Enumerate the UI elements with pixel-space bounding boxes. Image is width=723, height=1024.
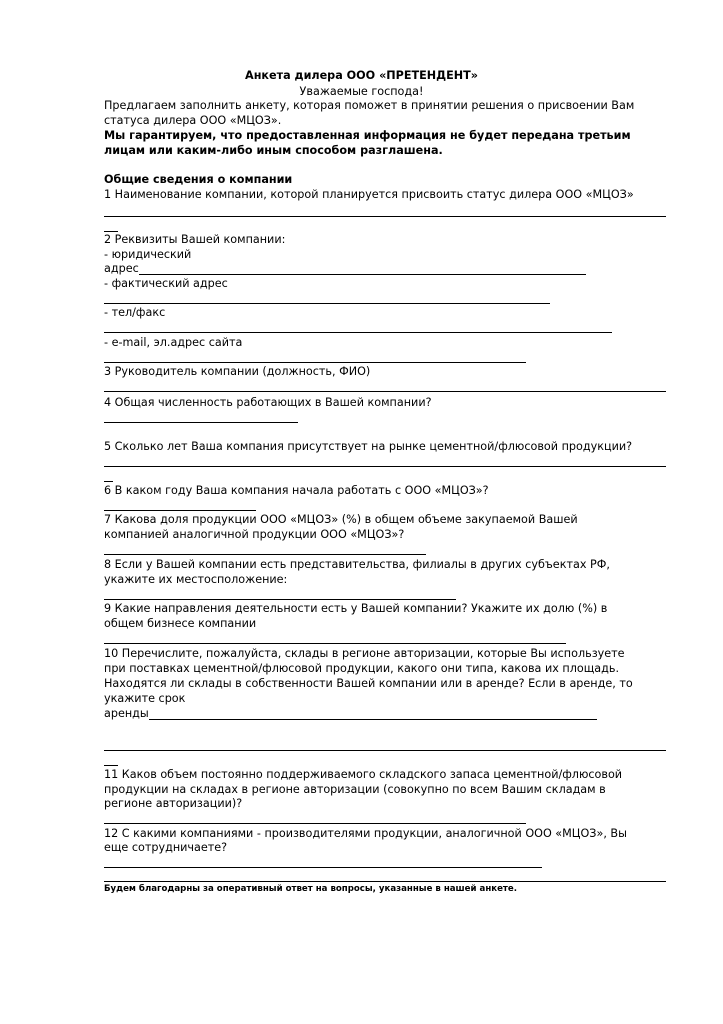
answer-line-q10-cont[interactable]	[104, 765, 118, 766]
answer-line-q3[interactable]	[104, 391, 666, 392]
question-9-line-1: 9 Какие направления деятельности есть у Вашей компании? Укажите их долю (%) в	[104, 602, 608, 615]
question-11-line-2: продукции на складах в регионе авторизации (совокупно по всем Вашим складам в	[104, 783, 606, 796]
answer-line-phone-fax[interactable]	[104, 332, 612, 333]
answer-line-q9[interactable]	[104, 643, 566, 644]
question-10-line-3: Находятся ли склады в собственности Вашей компании или в аренде? Если в аренде, то	[104, 677, 633, 690]
question-2: 2 Реквизиты Вашей компании:	[104, 233, 286, 246]
question-8-line-2: укажите их местосположение:	[104, 573, 288, 586]
phone-fax-label: - тел/факс	[104, 306, 166, 319]
answer-line-q10-rent[interactable]	[149, 719, 597, 720]
answer-line-q12[interactable]	[104, 867, 542, 868]
document-title: Анкета дилера ООО «ПРЕТЕНДЕНТ»	[245, 69, 478, 82]
question-7-line-1: 7 Какова доля продукции ООО «МЦОЗ» (%) в общем объеме закупаемой Вашей	[104, 513, 578, 526]
question-10-line-4: укажите срок	[104, 692, 186, 705]
intro-line-1: Предлагаем заполнить анкету, которая поможет в принятии решения о присвоении Вам	[104, 99, 635, 112]
question-3: 3 Руководитель компании (должность, ФИО)	[104, 365, 371, 378]
question-10-line-1: 10 Перечислите, пожалуйста, склады в регионе авторизации, которые Вы используете	[104, 647, 625, 660]
question-9-line-2: общем бизнесе компании	[104, 617, 257, 630]
closing-note: Будем благодарны за оперативный ответ на вопросы, указанные в нашей анкете.	[104, 884, 517, 894]
answer-line-q6[interactable]	[104, 510, 256, 511]
guarantee-line-2: лицам или каким-либо иным способом разглашена.	[104, 144, 443, 157]
question-7-line-2: компанией аналогичной продукции ООО «МЦОЗ»?	[104, 528, 405, 541]
question-10-line-5: аренды	[104, 707, 149, 720]
answer-line-email[interactable]	[104, 362, 526, 363]
question-8-line-1: 8 Если у Вашей компании есть представительства, филиалы в других субъектах РФ,	[104, 558, 610, 571]
answer-line-q5-cont[interactable]	[104, 481, 113, 482]
intro-line-2: статуса дилера ООО «МЦОЗ».	[104, 114, 282, 127]
answer-line-q8[interactable]	[104, 599, 456, 600]
guarantee-line-1: Мы гарантируем, что предоставленная информация не будет передана третьим	[104, 129, 631, 142]
legal-address-label-b: адрес	[104, 262, 139, 275]
answer-line-q1[interactable]	[104, 216, 666, 217]
question-1: 1 Наименование компании, которой планируется присвоить статус дилера ООО «МЦОЗ»	[104, 188, 634, 201]
answer-line-q7[interactable]	[104, 554, 426, 555]
question-5: 5 Сколько лет Ваша компания присутствует на рынке цементной/флюсовой продукции?	[104, 440, 633, 453]
question-6: 6 В каком году Ваша компания начала работать с ООО «МЦОЗ»?	[104, 484, 489, 497]
greeting: Уважаемые господа!	[299, 85, 424, 98]
answer-line-legal-address[interactable]	[139, 274, 586, 275]
legal-address-label-a: - юридический	[104, 248, 192, 261]
question-11-line-1: 11 Каков объем постоянно поддерживаемого складского запаса цементной/флюсовой	[104, 768, 623, 781]
section-title: Общие сведения о компании	[104, 173, 293, 186]
answer-line-q5[interactable]	[104, 466, 666, 467]
question-11-line-3: регионе авторизации)?	[104, 797, 243, 810]
question-10-line-2: при поставках цементной/флюсовой продукции, какого они типа, какова их площадь.	[104, 662, 620, 675]
actual-address-label: - фактический адрес	[104, 277, 228, 290]
answer-line-actual-address[interactable]	[104, 303, 550, 304]
answer-line-q4[interactable]	[104, 422, 298, 423]
question-12-line-2: еще сотрудничаете?	[104, 841, 228, 854]
question-4: 4 Общая численность работающих в Вашей компании?	[104, 396, 432, 409]
answer-line-q11[interactable]	[104, 823, 526, 824]
answer-line-q10[interactable]	[104, 750, 666, 751]
question-12-line-1: 12 С какими компаниями - производителями продукции, аналогичной ООО «МЦОЗ», Вы	[104, 827, 627, 840]
email-site-label: - e-mail, эл.адрес сайта	[104, 336, 243, 349]
